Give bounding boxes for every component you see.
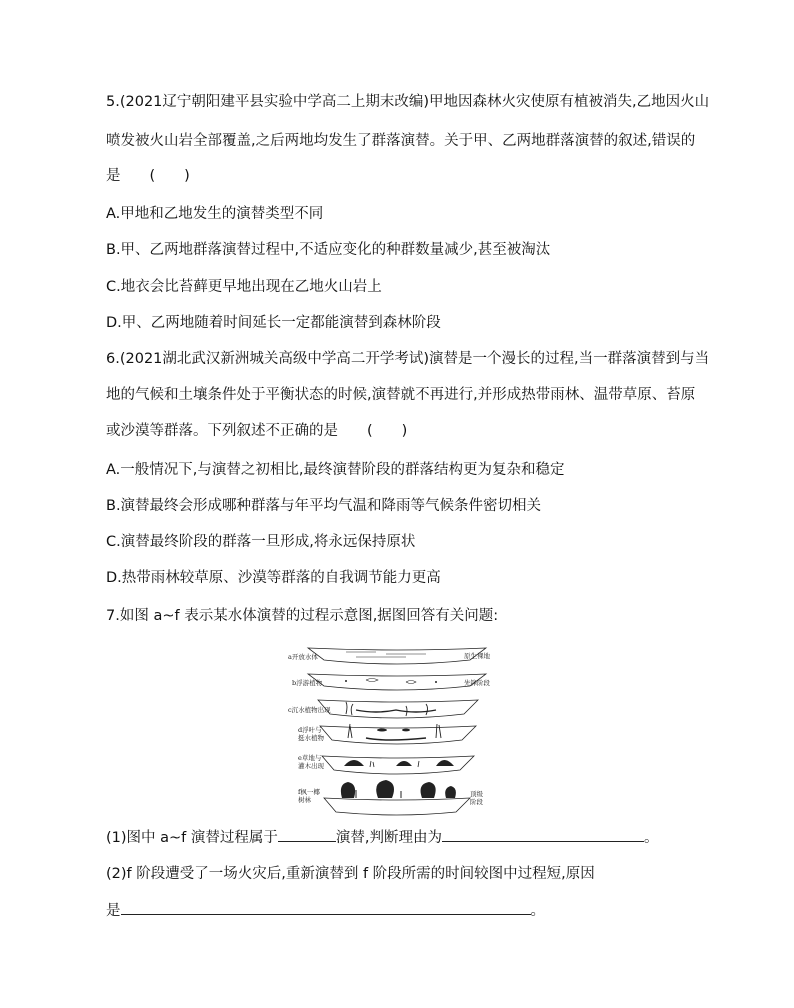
q7-sub1-end: 。 bbox=[644, 830, 659, 846]
q7-stem: 7.如图 a~f 表示某水体演替的过程示意图,据图回答有关问题: bbox=[106, 608, 499, 624]
stage-b-plankton bbox=[292, 674, 491, 690]
stage-e-label-2: 灌木出现 bbox=[298, 762, 324, 770]
q5-stem-line3: 是 ( ) bbox=[106, 168, 190, 184]
stage-e-label-1: e草地与 bbox=[298, 754, 322, 762]
stage-a-open-water bbox=[288, 648, 491, 664]
stage-a-right-label: 原生裸地 bbox=[464, 652, 490, 660]
q7-sub2-answer-blank[interactable] bbox=[121, 900, 531, 915]
q7-sub1-middle: 演替,判断理由为 bbox=[335, 830, 443, 846]
q6-option-b: B.演替最终会形成哪种群落与年平均气温和降雨等气候条件密切相关 bbox=[106, 498, 542, 514]
stage-d-label-2: 挺水植物 bbox=[298, 734, 324, 742]
q7-sub2-line2 bbox=[106, 900, 545, 921]
stage-f-label-2: 树林 bbox=[298, 796, 311, 804]
q7-sub1-answer-blank-2[interactable] bbox=[442, 827, 644, 842]
q6-stem-line3: 或沙漠等群落。下列叙述不正确的是 ( ) bbox=[106, 423, 408, 439]
stage-f-right-label-1: 顶级 bbox=[470, 790, 483, 798]
stage-e-grass-shrub bbox=[298, 753, 474, 774]
q7-sub2-end: 。 bbox=[530, 903, 545, 919]
q6-stem-line2: 地的气候和土壤条件处于平衡状态的时候,演替就不再进行,并形成热带雨林、温带草原、苔原 bbox=[106, 387, 696, 403]
q5-stem-line1: 5.(2021辽宁朝阳建平县实验中学高二上期末改编)甲地因森林火灾使原有植被消失,乙地因火山 bbox=[106, 94, 710, 110]
q6-option-d: D.热带雨林较草原、沙漠等群落的自我调节能力更高 bbox=[106, 570, 441, 586]
q5-option-d: D.甲、乙两地随着时间延长一定都能演替到森林阶段 bbox=[106, 315, 441, 331]
q7-sub1 bbox=[106, 827, 659, 848]
stage-f-right-label-2: 阶段 bbox=[470, 798, 483, 806]
stage-c-submerged bbox=[288, 700, 478, 718]
q6-option-c: C.演替最终阶段的群落一旦形成,将永远保持原状 bbox=[106, 534, 416, 550]
q5-option-a: A.甲地和乙地发生的演替类型不同 bbox=[106, 206, 324, 222]
stage-d-floating-emergent bbox=[298, 724, 476, 744]
q5-option-c: C.地衣会比苔藓更早地出现在乙地火山岩上 bbox=[106, 279, 382, 295]
q7-sub1-prefix: (1)图中 a~f 演替过程属于 bbox=[106, 830, 278, 846]
stage-f-label-1: f枫一椰 bbox=[298, 788, 320, 796]
stage-a-label: a开放水体 bbox=[288, 653, 318, 661]
q5-option-b: B.甲、乙两地群落演替过程中,不适应变化的种群数量减少,甚至被淘汰 bbox=[106, 242, 551, 258]
stage-b-label: b浮游植物 bbox=[292, 679, 323, 687]
stage-b-right-label: 先锋阶段 bbox=[464, 679, 490, 687]
q7-sub2-prefix: 是 bbox=[106, 903, 121, 919]
stage-c-label: c沉水植物出现 bbox=[288, 706, 331, 714]
succession-diagram bbox=[286, 640, 508, 820]
stage-f-forest bbox=[298, 780, 484, 815]
stage-d-label-1: d浮叶与 bbox=[298, 726, 322, 734]
q7-sub1-answer-blank-1[interactable] bbox=[278, 827, 336, 842]
q6-option-a: A.一般情况下,与演替之初相比,最终演替阶段的群落结构更为复杂和稳定 bbox=[106, 462, 565, 478]
q5-stem-line2: 喷发被火山岩全部覆盖,之后两地均发生了群落演替。关于甲、乙两地群落演替的叙述,错误的 bbox=[106, 133, 696, 149]
q7-sub2-line1: (2)f 阶段遭受了一场火灾后,重新演替到 f 阶段所需的时间较图中过程短,原因 bbox=[106, 866, 595, 882]
q6-stem-line1: 6.(2021湖北武汉新洲城关高级中学高二开学考试)演替是一个漫长的过程,当一群落演替到与当 bbox=[106, 351, 710, 367]
